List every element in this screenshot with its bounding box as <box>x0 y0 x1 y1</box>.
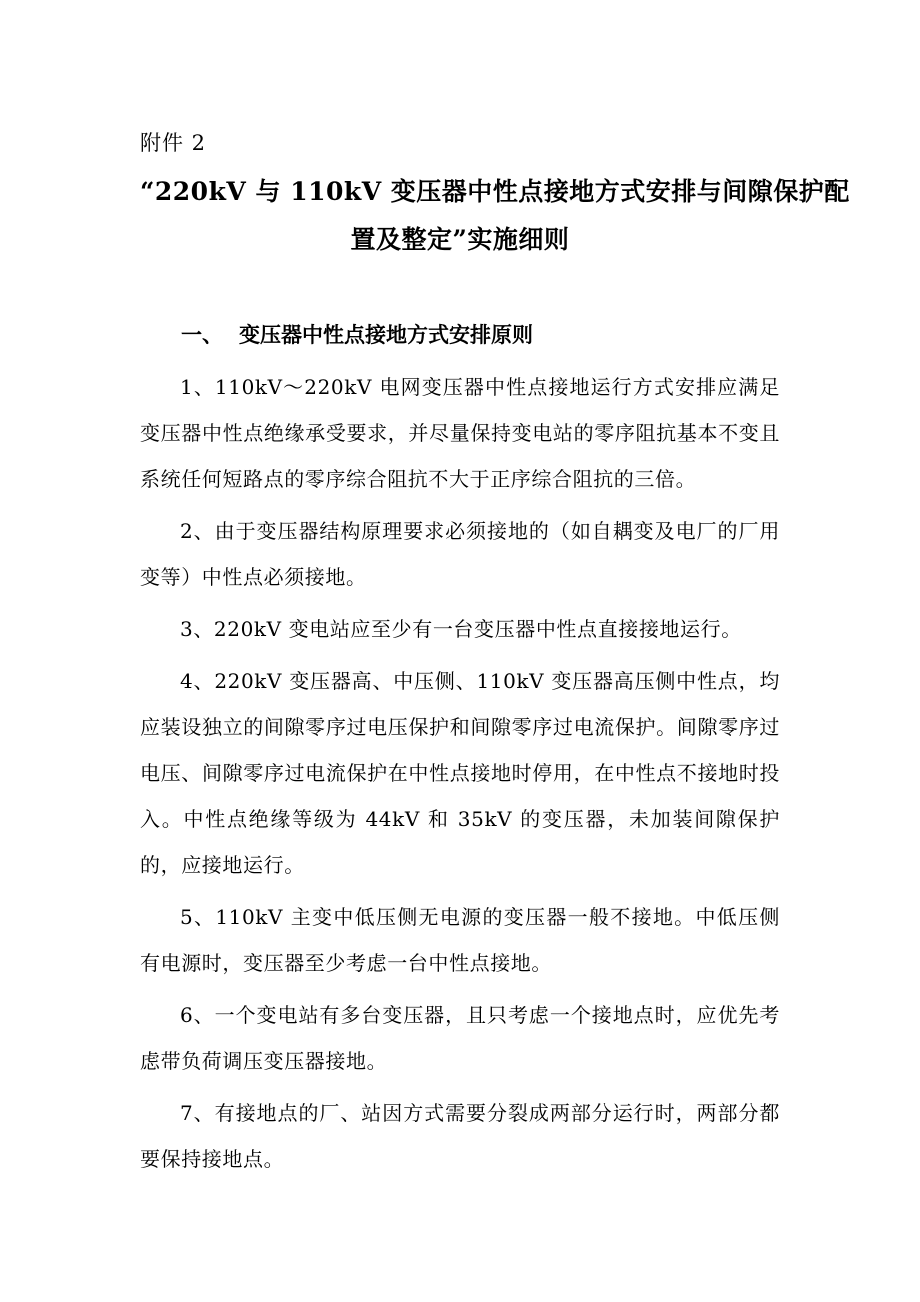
paragraph-3: 3、220kV 变电站应至少有一台变压器中性点直接接地运行。 <box>180 617 742 641</box>
title-line-2: 置及整定”实施细则 <box>350 225 570 254</box>
paragraph-2: 2、由于变压器结构原理要求必须接地的（如自耦变及电厂的厂用变等）中性点必须接地。 <box>140 519 780 589</box>
paragraph-5: 5、110kV 主变中低压侧无电源的变压器一般不接地。中低压侧有电源时，变压器至少考虑一台中性点接地。 <box>140 905 780 975</box>
paragraph-6: 6、一个变电站有多台变压器，且只考虑一个接地点时，应优先考虑带负荷调压变压器接地。 <box>140 1003 780 1073</box>
document-title <box>140 168 850 264</box>
paragraph-7: 7、有接地点的厂、站因方式需要分裂成两部分运行时，两部分都要保持接地点。 <box>140 1101 780 1171</box>
paragraph-1: 1、110kV～220kV 电网变压器中性点接地运行方式安排应满足变压器中性点绝缘承受要求，并尽量保持变电站的零序阻抗基本不变且系统任何短路点的零序综合阻抗不大于正序综合阻抗的三倍。 <box>140 375 780 491</box>
section-heading-text: 变压器中性点接地方式安排原则 <box>239 322 533 347</box>
title-line-1: “220kV 与 110kV 变压器中性点接地方式安排与间隙保护配 <box>140 177 850 206</box>
attachment-label: 附件 2 <box>140 131 207 155</box>
section-heading <box>181 317 533 353</box>
document-body <box>140 364 780 1188</box>
section-number: 一、 <box>181 322 223 347</box>
paragraph-4: 4、220kV 变压器高、中压侧、110kV 变压器高压侧中性点，均应装设独立的间隙零序过电压保护和间隙零序过电流保护。间隙零序过电压、间隙零序过电流保护在中性点接地时停用，在中性点不接地时投入。中性点绝缘等级为 44kV 和 35kV 的变压器，未加装间隙保护的，应接地运行。 <box>140 669 780 877</box>
